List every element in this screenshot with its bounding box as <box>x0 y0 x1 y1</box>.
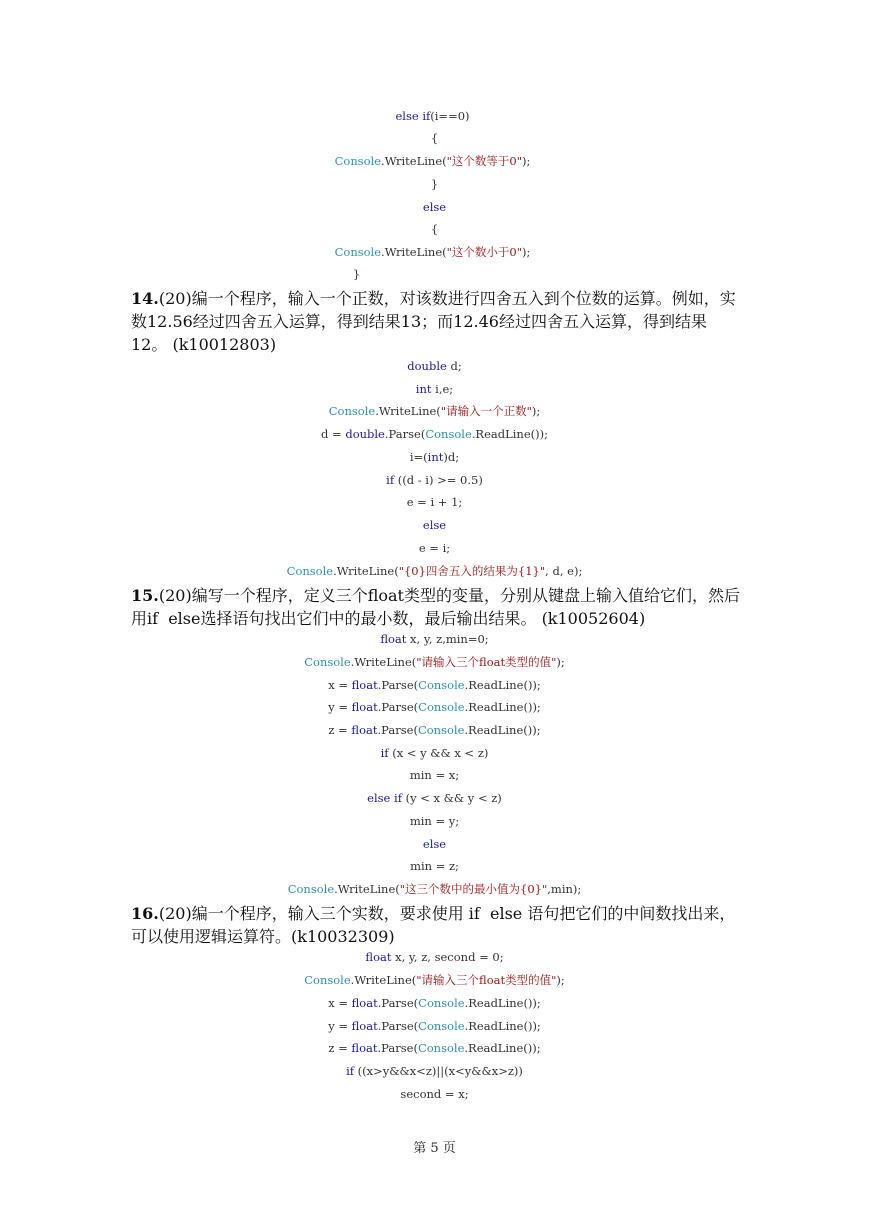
code-token: (y < x && y < z) <box>401 791 502 805</box>
code-token: "这个数等于0" <box>446 154 523 168</box>
code-token: ); <box>556 655 565 669</box>
code-token: .WriteLine( <box>334 882 400 896</box>
question-text: (20)编一个程序，输入三个实数，要求使用 if else 语句把它们的中间数找出来，可以使用逻辑运算符。(k10032309) <box>131 904 736 946</box>
code-line <box>0 996 869 1010</box>
code-token: .ReadLine()); <box>464 723 541 737</box>
code-line <box>0 632 869 646</box>
question-number: 15. <box>131 586 159 605</box>
code-token: ((d - i) >= 0.5) <box>394 473 483 487</box>
code-token: float <box>365 950 392 964</box>
code-token: Console <box>418 1019 465 1033</box>
code-token: Console <box>304 973 351 987</box>
code-token: .ReadLine()); <box>464 1041 541 1055</box>
code-token: float <box>351 723 378 737</box>
code-token: ); <box>531 404 541 418</box>
code-token: float <box>351 996 378 1010</box>
question-heading <box>131 902 741 948</box>
code-line <box>0 404 869 418</box>
code-token: { <box>430 222 439 236</box>
code-token: y = <box>328 700 352 714</box>
code-line <box>0 177 869 191</box>
question-heading <box>131 584 741 630</box>
question-number: 16. <box>131 904 159 923</box>
code-line <box>0 700 869 714</box>
code-token: double <box>407 359 447 373</box>
code-line <box>0 791 869 805</box>
code-token: else <box>422 200 447 214</box>
code-token: float <box>351 700 378 714</box>
code-line <box>0 723 869 737</box>
code-token: "这三个数中的最小值为{0}" <box>399 882 548 896</box>
code-token: ((x>y&&x<z)||(x<y&&x>z)) <box>354 1064 523 1078</box>
code-token: Console <box>417 723 465 737</box>
code-token: d = <box>321 427 346 441</box>
code-token: .Parse( <box>377 723 418 737</box>
code-token: second = x; <box>400 1087 469 1101</box>
code-token: Console <box>417 1041 465 1055</box>
code-token: ); <box>556 973 565 987</box>
code-token: .WriteLine( <box>333 564 399 578</box>
code-line <box>0 267 791 281</box>
code-token: .WriteLine( <box>350 973 417 987</box>
code-token: x, y, z,min=0; <box>406 632 489 646</box>
code-token: e = i; <box>418 541 451 555</box>
code-token: .WriteLine( <box>381 154 447 168</box>
code-token: ); <box>522 154 531 168</box>
code-line <box>0 495 869 509</box>
code-line <box>0 655 869 669</box>
question-number: 14. <box>131 289 159 308</box>
code-token: Console <box>328 404 376 418</box>
code-line <box>0 450 869 464</box>
code-line <box>0 768 869 782</box>
code-line <box>0 837 869 851</box>
code-token: y = <box>328 1019 352 1033</box>
question-text: (20)编一个程序，输入一个正数，对该数进行四舍五入到个位数的运算。例如，实数12.56经过四舍五入运算，得到结果13；而12.46经过四舍五入运算，得到结果12。 (k10012803) <box>131 289 736 354</box>
code-token: z = <box>328 1041 352 1055</box>
code-line <box>0 1041 869 1055</box>
code-token: e = i + 1; <box>406 495 463 509</box>
code-token: else <box>422 837 447 851</box>
code-line <box>0 222 869 236</box>
code-line <box>0 473 869 487</box>
code-token: "请输入三个float类型的值" <box>416 973 557 987</box>
code-token: int <box>415 382 432 396</box>
code-token: .Parse( <box>384 427 426 441</box>
code-token: int <box>427 450 444 464</box>
code-line <box>0 1019 869 1033</box>
code-token: .ReadLine()); <box>464 678 541 692</box>
code-token: float <box>351 1019 378 1033</box>
code-line <box>0 814 869 828</box>
code-line <box>0 859 869 873</box>
code-token: .ReadLine()); <box>464 1019 541 1033</box>
code-token: Console <box>418 996 465 1010</box>
code-line <box>0 131 869 145</box>
code-token: .WriteLine( <box>381 245 447 259</box>
code-line <box>0 882 869 896</box>
code-token: Console <box>425 427 472 441</box>
code-line <box>0 359 869 373</box>
code-token: z = <box>328 723 352 737</box>
code-token: min = x; <box>409 768 460 782</box>
code-token: , d, e); <box>545 564 583 578</box>
code-token: d; <box>446 359 462 373</box>
code-token: min = y; <box>409 814 460 828</box>
code-line <box>0 245 867 259</box>
code-token: "请输入一个正数" <box>440 404 532 418</box>
code-token: x = <box>328 996 352 1010</box>
code-line <box>0 154 867 168</box>
question-text: (20)编写一个程序，定义三个float类型的变量，分别从键盘上输入值给它们，然后用if else选择语句找出它们中的最小数，最后输出结果。 (k10052604) <box>131 586 740 628</box>
code-token: float <box>351 1041 378 1055</box>
code-token: .Parse( <box>377 1041 418 1055</box>
code-token: } <box>352 267 361 281</box>
code-token: float <box>380 632 407 646</box>
code-line <box>0 1087 869 1101</box>
code-line <box>0 746 869 760</box>
code-token: Console <box>418 700 465 714</box>
code-line <box>0 678 869 692</box>
code-token: x, y, z, second = 0; <box>391 950 504 964</box>
code-token: i=( <box>409 450 428 464</box>
code-token: Console <box>334 154 382 168</box>
code-line <box>0 541 869 555</box>
code-line <box>0 109 867 123</box>
code-token: "这个数小于0" <box>446 245 523 259</box>
code-token: { <box>430 131 439 145</box>
code-line <box>0 382 869 396</box>
code-token: Console <box>304 655 351 669</box>
code-token: )d; <box>443 450 460 464</box>
code-token: (x < y && x < z) <box>388 746 489 760</box>
code-token: Console <box>418 678 465 692</box>
page-footer: 第 5 页 <box>413 1141 456 1156</box>
code-token: else if <box>367 791 402 805</box>
question-heading <box>131 287 741 356</box>
code-token: .Parse( <box>377 1019 419 1033</box>
code-token: .ReadLine()); <box>464 700 541 714</box>
code-token: ); <box>522 245 531 259</box>
code-line <box>0 1064 869 1078</box>
code-token: .WriteLine( <box>350 655 417 669</box>
code-token: double <box>345 427 385 441</box>
code-token: if <box>386 473 395 487</box>
code-token: } <box>430 177 439 191</box>
code-token: .WriteLine( <box>375 404 441 418</box>
code-token: .Parse( <box>377 996 419 1010</box>
code-token: .ReadLine()); <box>471 427 548 441</box>
code-token: x = <box>328 678 352 692</box>
code-token: if <box>380 746 389 760</box>
code-token: "请输入三个float类型的值" <box>416 655 557 669</box>
code-token: else <box>422 518 447 532</box>
code-token: .ReadLine()); <box>464 996 541 1010</box>
code-line <box>0 564 869 578</box>
code-token: .Parse( <box>377 700 419 714</box>
code-token: float <box>351 678 378 692</box>
code-token: else if <box>395 109 431 123</box>
code-line <box>0 950 869 964</box>
code-token: min = z; <box>410 859 459 873</box>
code-token: (i==0) <box>430 109 470 123</box>
code-line <box>0 518 869 532</box>
code-token: Console <box>286 564 334 578</box>
code-line <box>0 427 869 441</box>
code-line <box>0 200 869 214</box>
code-token: .Parse( <box>377 678 419 692</box>
code-token: Console <box>287 882 335 896</box>
code-line <box>0 973 869 987</box>
code-token: Console <box>334 245 382 259</box>
code-token: ,min); <box>547 882 582 896</box>
code-token: if <box>346 1064 355 1078</box>
code-token: "{0}四舍五入的结果为{1}" <box>398 564 546 578</box>
code-token: i,e; <box>431 382 454 396</box>
